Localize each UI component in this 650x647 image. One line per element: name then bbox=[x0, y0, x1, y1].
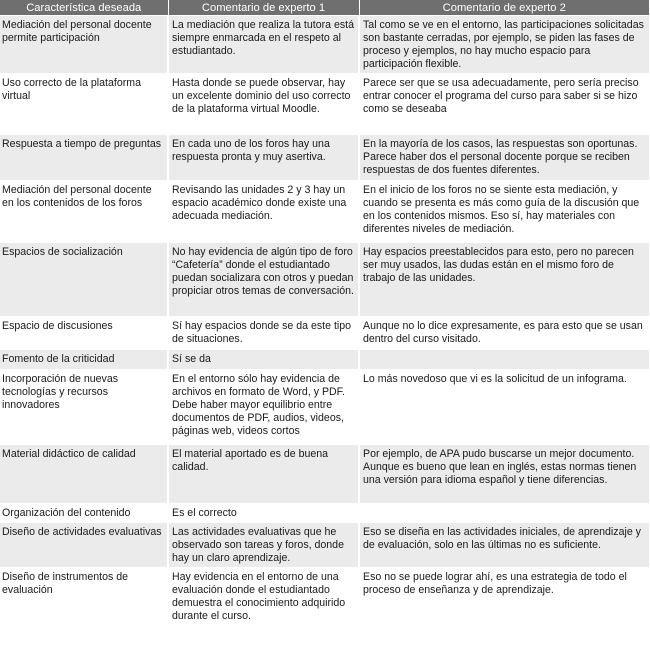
header-row bbox=[0, 0, 649, 16]
expert-1-cell: La mediación que realiza la tutora está siempre enmarcada en el respeto al estudiantado. bbox=[168, 16, 359, 74]
feature-cell: Diseño de actividades evaluativas bbox=[0, 523, 168, 568]
header-expert-2: Comentario de experto 2 bbox=[359, 0, 649, 16]
expert-2-cell: Por ejemplo, de APA pudo buscarse un mejor documento. Aunque es bueno que lean en inglés, estas normas tienen una versión para idioma español y tiene diferencias. bbox=[359, 445, 649, 504]
expert-1-cell: No hay evidencia de algún tipo de foro “Cafetería” donde el estudiantado puedan socializara con otros y puedan propiciar otros temas de conversación. bbox=[168, 243, 359, 317]
table-row bbox=[0, 317, 649, 350]
table-row bbox=[0, 181, 649, 243]
header-feature: Característica deseada bbox=[0, 0, 168, 16]
expert-2-cell: Lo más novedoso que vi es la solicitud de un infograma. bbox=[359, 370, 649, 445]
feature-cell: Organización del contenido bbox=[0, 504, 168, 523]
expert-2-cell: Aunque no lo dice expresamente, es para esto que se usan dentro del curso visitado. bbox=[359, 317, 649, 350]
table-row bbox=[0, 243, 649, 317]
expert-2-cell: Eso se diseña en las actividades iniciales, de aprendizaje y de evaluación, solo en las últimas no es suficiente. bbox=[359, 523, 649, 568]
expert-2-cell: Tal como se ve en el entorno, las participaciones solicitadas son bastante cerradas, por ejemplo, se piden las fases de proceso y ejemplos, no hay mucho espacio para participación flexible. bbox=[359, 16, 649, 74]
table-row bbox=[0, 504, 649, 523]
expert-2-cell bbox=[359, 350, 649, 370]
header-expert-1: Comentario de experto 1 bbox=[168, 0, 359, 16]
table-row bbox=[0, 74, 649, 135]
table-row bbox=[0, 350, 649, 370]
expert-1-cell: El material aportado es de buena calidad. bbox=[168, 445, 359, 504]
expert-1-cell: Revisando las unidades 2 y 3 hay un espacio académico donde existe una adecuada mediación. bbox=[168, 181, 359, 243]
table-row bbox=[0, 370, 649, 445]
expert-2-cell: En la mayoría de los casos, las respuestas son oportunas. Parece haber dos el personal docente porque se reciben respuestas de dos fuentes diferentes. bbox=[359, 135, 649, 181]
feature-cell: Espacio de discusiones bbox=[0, 317, 168, 350]
expert-1-cell: Sí hay espacios donde se da este tipo de situaciones. bbox=[168, 317, 359, 350]
table-row bbox=[0, 568, 649, 628]
feature-cell: Mediación del personal docente en los contenidos de los foros bbox=[0, 181, 168, 243]
table-row bbox=[0, 445, 649, 504]
table-row bbox=[0, 135, 649, 181]
expert-2-cell: Hay espacios preestablecidos para esto, pero no parecen ser muy usados, las dudas están en el mismo foro de trabajo de las unidades. bbox=[359, 243, 649, 317]
feature-cell: Uso correcto de la plataforma virtual bbox=[0, 74, 168, 135]
expert-1-cell: Hasta donde se puede observar, hay un excelente dominio del uso correcto de la plataforma virtual Moodle. bbox=[168, 74, 359, 135]
expert-1-cell: Hay evidencia en el entorno de una evaluación donde el estudiantado demuestra el conocimiento adquirido durante el curso. bbox=[168, 568, 359, 628]
expert-1-cell: En el entorno sólo hay evidencia de archivos en formato de Word, y PDF. Debe haber mayor equilibrio entre documentos de PDF, audios, videos, páginas web, videos cortos bbox=[168, 370, 359, 445]
feature-cell: Espacios de socialización bbox=[0, 243, 168, 317]
expert-1-cell: Es el correcto bbox=[168, 504, 359, 523]
feature-cell: Respuesta a tiempo de preguntas bbox=[0, 135, 168, 181]
feature-cell: Diseño de instrumentos de evaluación bbox=[0, 568, 168, 628]
expert-1-cell: En cada uno de los foros hay una respuesta pronta y muy asertiva. bbox=[168, 135, 359, 181]
expert-1-cell: Las actividades evaluativas que he observado son tareas y foros, donde hay un claro aprendizaje. bbox=[168, 523, 359, 568]
expert-2-cell: En el inicio de los foros no se siente esta mediación, y cuando se presenta es más como guía de la discusión que en los contenidos mismos. Eso sí, hay materiales con diferentes niveles de mediación. bbox=[359, 181, 649, 243]
expert-2-cell: Parece ser que se usa adecuadamente, pero sería preciso entrar conocer el programa del curso para saber si se hizo como se deseaba bbox=[359, 74, 649, 135]
feature-cell: Fomento de la criticidad bbox=[0, 350, 168, 370]
table-row bbox=[0, 16, 649, 74]
feature-cell: Material didáctico de calidad bbox=[0, 445, 168, 504]
feature-cell: Mediación del personal docente permite participación bbox=[0, 16, 168, 74]
expert-1-cell: Sí se da bbox=[168, 350, 359, 370]
expert-2-cell bbox=[359, 504, 649, 523]
expert-2-cell: Eso no se puede lograr ahí, es una estrategia de todo el proceso de enseñanza y de aprendizaje. bbox=[359, 568, 649, 628]
table-row bbox=[0, 523, 649, 568]
feature-cell: Incorporación de nuevas tecnologías y recursos innovadores bbox=[0, 370, 168, 445]
